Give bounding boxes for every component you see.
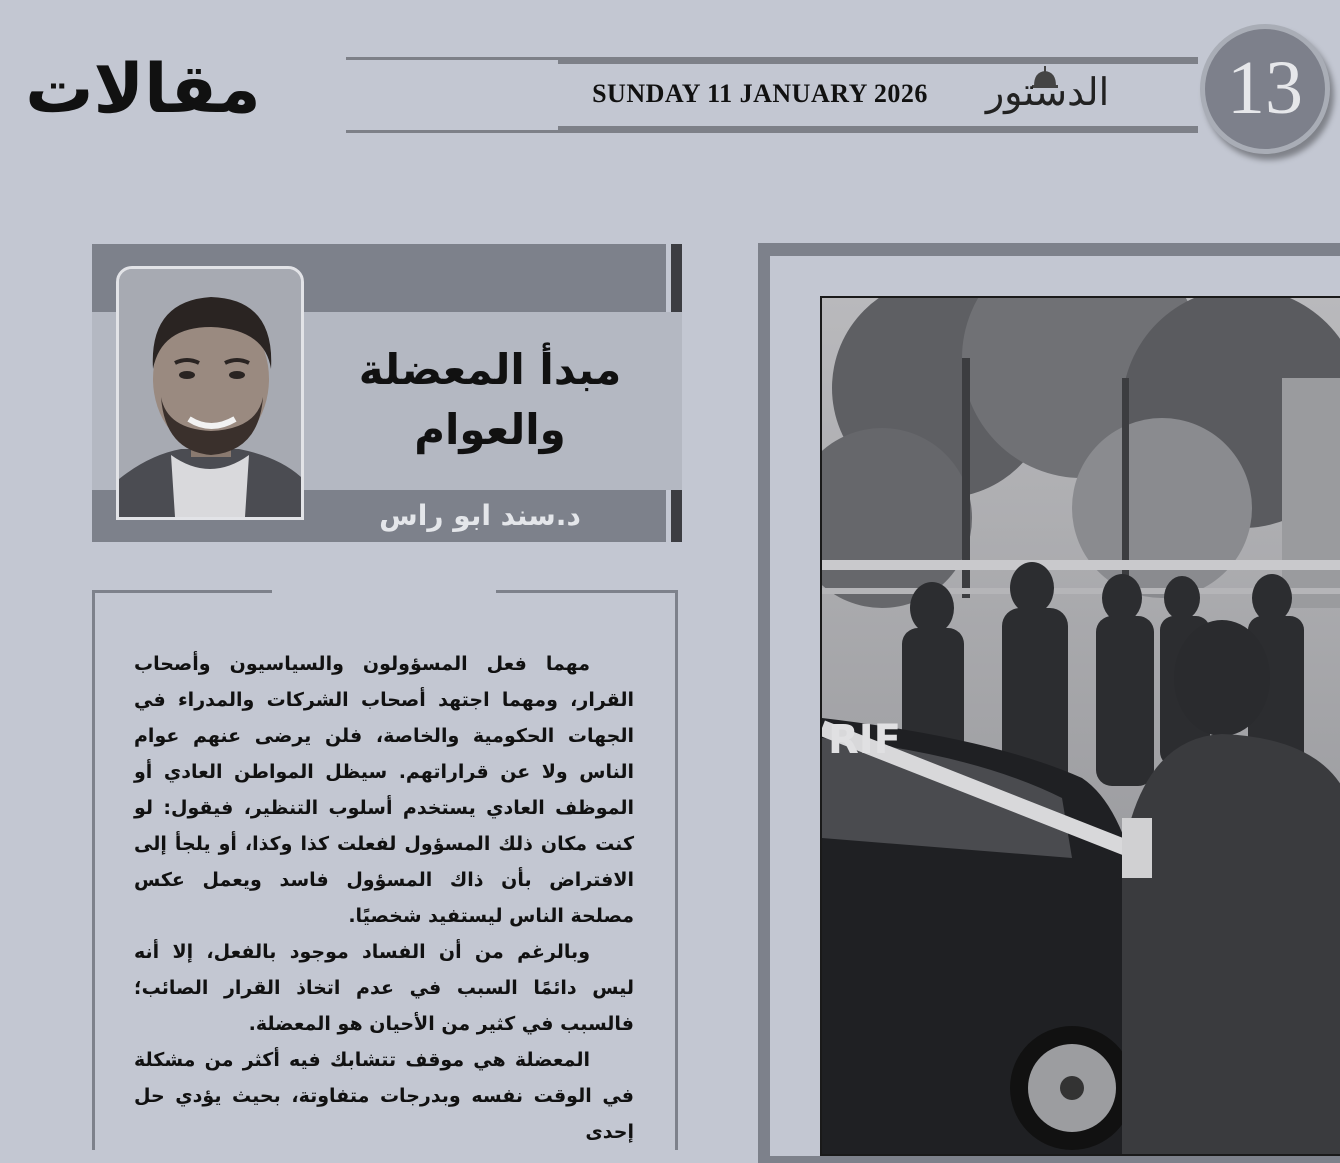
article-headline bbox=[340, 340, 640, 474]
text-frame-border bbox=[675, 590, 678, 1150]
text-frame-border bbox=[496, 590, 678, 593]
news-photo bbox=[820, 296, 1340, 1156]
article-paragraph: مهما فعل المسؤولون والسياسيون وأصحاب القرار، ومهما اجتهد أصحاب الشركات والمدراء في الجهات الحكومية والخاصة، فلن يرضى عنهم عوام الناس ولا عن قراراتهم. سيظل المواطن العادي أو الموظف العادي يستخدم أسلوب التنظير، فيقول: لو كنت مكان ذلك المسؤول لفعلت كذا وكذا، أو يلجأ إلى الافتراض بأن ذاك المسؤول فاسد ويعمل عكس مصلحة الناس ليستفيد شخصيًا. bbox=[134, 653, 634, 927]
newspaper-logo: الدستور bbox=[985, 70, 1110, 114]
issue-date: SUNDAY 11 JANUARY 2026 bbox=[592, 79, 928, 108]
article-paragraph: المعضلة هي موقف تتشابك فيه أكثر من مشكلة في الوقت نفسه وبدرجات متفاوتة، بحيث يؤدي حل إحدى bbox=[134, 1049, 634, 1143]
page-number: 13 bbox=[1200, 24, 1330, 154]
headline-line-1: مبدأ المعضلة bbox=[358, 345, 622, 394]
article-body bbox=[134, 646, 634, 1146]
section-title: مقالات bbox=[25, 50, 261, 129]
author-bar-accent bbox=[671, 490, 682, 542]
text-frame-border bbox=[92, 590, 272, 593]
sheriff-text: RIF bbox=[828, 717, 902, 763]
text-frame-border bbox=[92, 590, 95, 1150]
headline-line-2: والعوام bbox=[414, 405, 566, 454]
author-name: د.سند ابو راس bbox=[379, 499, 581, 532]
headline-box-accent bbox=[671, 244, 682, 312]
article-paragraph: وبالرغم من أن الفساد موجود بالفعل، إلا أنه ليس دائمًا السبب في عدم اتخاذ القرار الصائب؛ فالسبب في كثير من الأحيان هو المعضلة. bbox=[134, 941, 634, 1035]
author-photo bbox=[116, 266, 304, 520]
header-rule bbox=[558, 126, 1198, 132]
